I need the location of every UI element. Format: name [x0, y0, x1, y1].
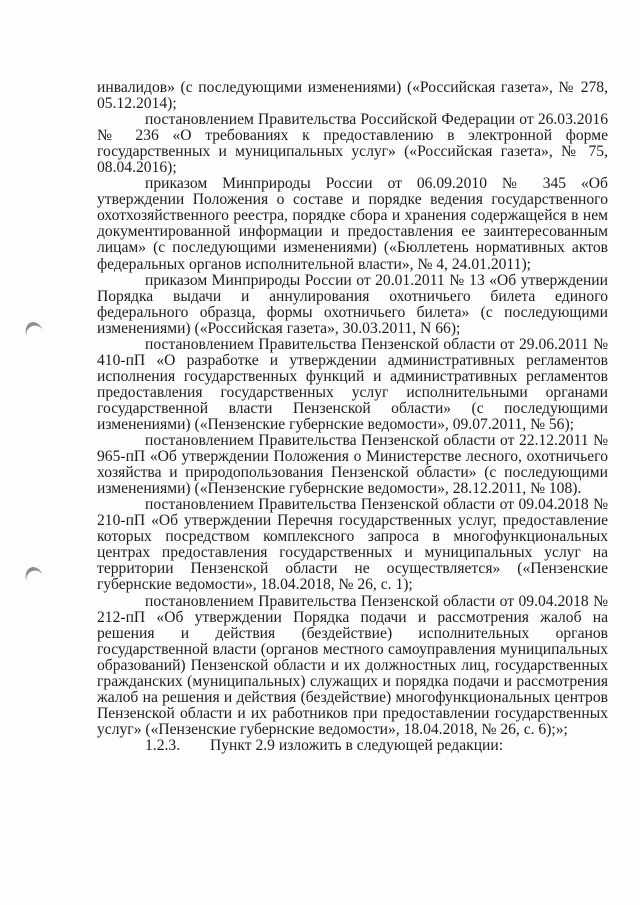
paragraph-rf-government-resolution-236: постановлением Правительства Российской Федерации от 26.03.2016 № 236 «О требованиях к предоставлению в электронной форме государственных и муниципальных услуг» («Российская газета», № 75, 08.04.2016); [97, 111, 608, 177]
punch-hole-mark [22, 564, 43, 582]
item-text: Пункт 2.9 изложить в следующей редакции: [210, 736, 504, 754]
numbered-item [97, 738, 608, 754]
paragraph-resolution-965: постановлением Правительства Пензенской области от 22.12.2011 № 965-пП «Об утверждении Положения о Министерстве лесного, охотничьего хозяйства и природопользования Пензенской области» (с последующими изменениями) («Пензенские губернские ведомости», 28.12.2011, № 108). [97, 432, 608, 498]
paragraph-continuation: инвалидов» (с последующими изменениями) («Российская газета», № 278, 05.12.2014); [97, 79, 608, 113]
paragraph-resolution-212: постановлением Правительства Пензенской области от 09.04.2018 № 212-пП «Об утверждении Порядка подачи и рассмотрения жалоб на решения и действия (бездействие) исполнительных органов государственной власти (органов местного самоуправления муниципальных образований) Пензенской области и их должностных лиц, государственных гражданских (муниципальных) служащих и порядка подачи и рассмотрения жалоб на решения и действия (бездействие) многофункциональных центров Пензенской области и их работников при предоставлении государственных услуг» («Пензенские губернские ведомости», 18.04.2018, № 26, с. 6);»; [97, 592, 608, 738]
paragraph-order-13: приказом Минприроды России от 20.01.2011 № 13 «Об утверждении Порядка выдачи и аннулирования охотничьего билета единого федерального образца, формы охотничьего билета» (с последующими изменениями) («Российская газета», 30.03.2011, N 66); [97, 271, 608, 337]
punch-hole-mark [22, 319, 43, 337]
paragraph-resolution-410: постановлением Правительства Пензенской области от 29.06.2011 № 410-пП «О разработке и утверждении административных регламентов исполнения государственных функций и административных регламентов предоставления государственных услуг исполнительными органами государственной власти Пензенской области» (с последующими изменениями) («Пензенские губернские ведомости», 09.07.2011, № 56); [97, 335, 608, 433]
paragraph-order-345: приказом Минприроды России от 06.09.2010 № 345 «Об утверждении Положения о составе и порядке ведения государственного охотхозяйственного реестра, порядке сбора и хранения содержащейся в нем документированной информации и предоставления ее заинтересованным лицам» (с последующими изменениями) («Бюллетень нормативных актов федеральных органов исполнительной власти», № 4, 24.01.2011); [97, 175, 608, 273]
document-body [97, 80, 608, 754]
paragraph-resolution-210: постановлением Правительства Пензенской области от 09.04.2018 № 210-пП «Об утверждении Перечня государственных услуг, предоставление которых посредством комплексного запроса в многофункциональных центрах предоставления государственных и муниципальных услуг на территории Пензенской области не осуществляется» («Пензенские губернские ведомости», 18.04.2018, № 26, с. 1); [97, 496, 608, 594]
item-number: 1.2.3. [145, 736, 181, 754]
